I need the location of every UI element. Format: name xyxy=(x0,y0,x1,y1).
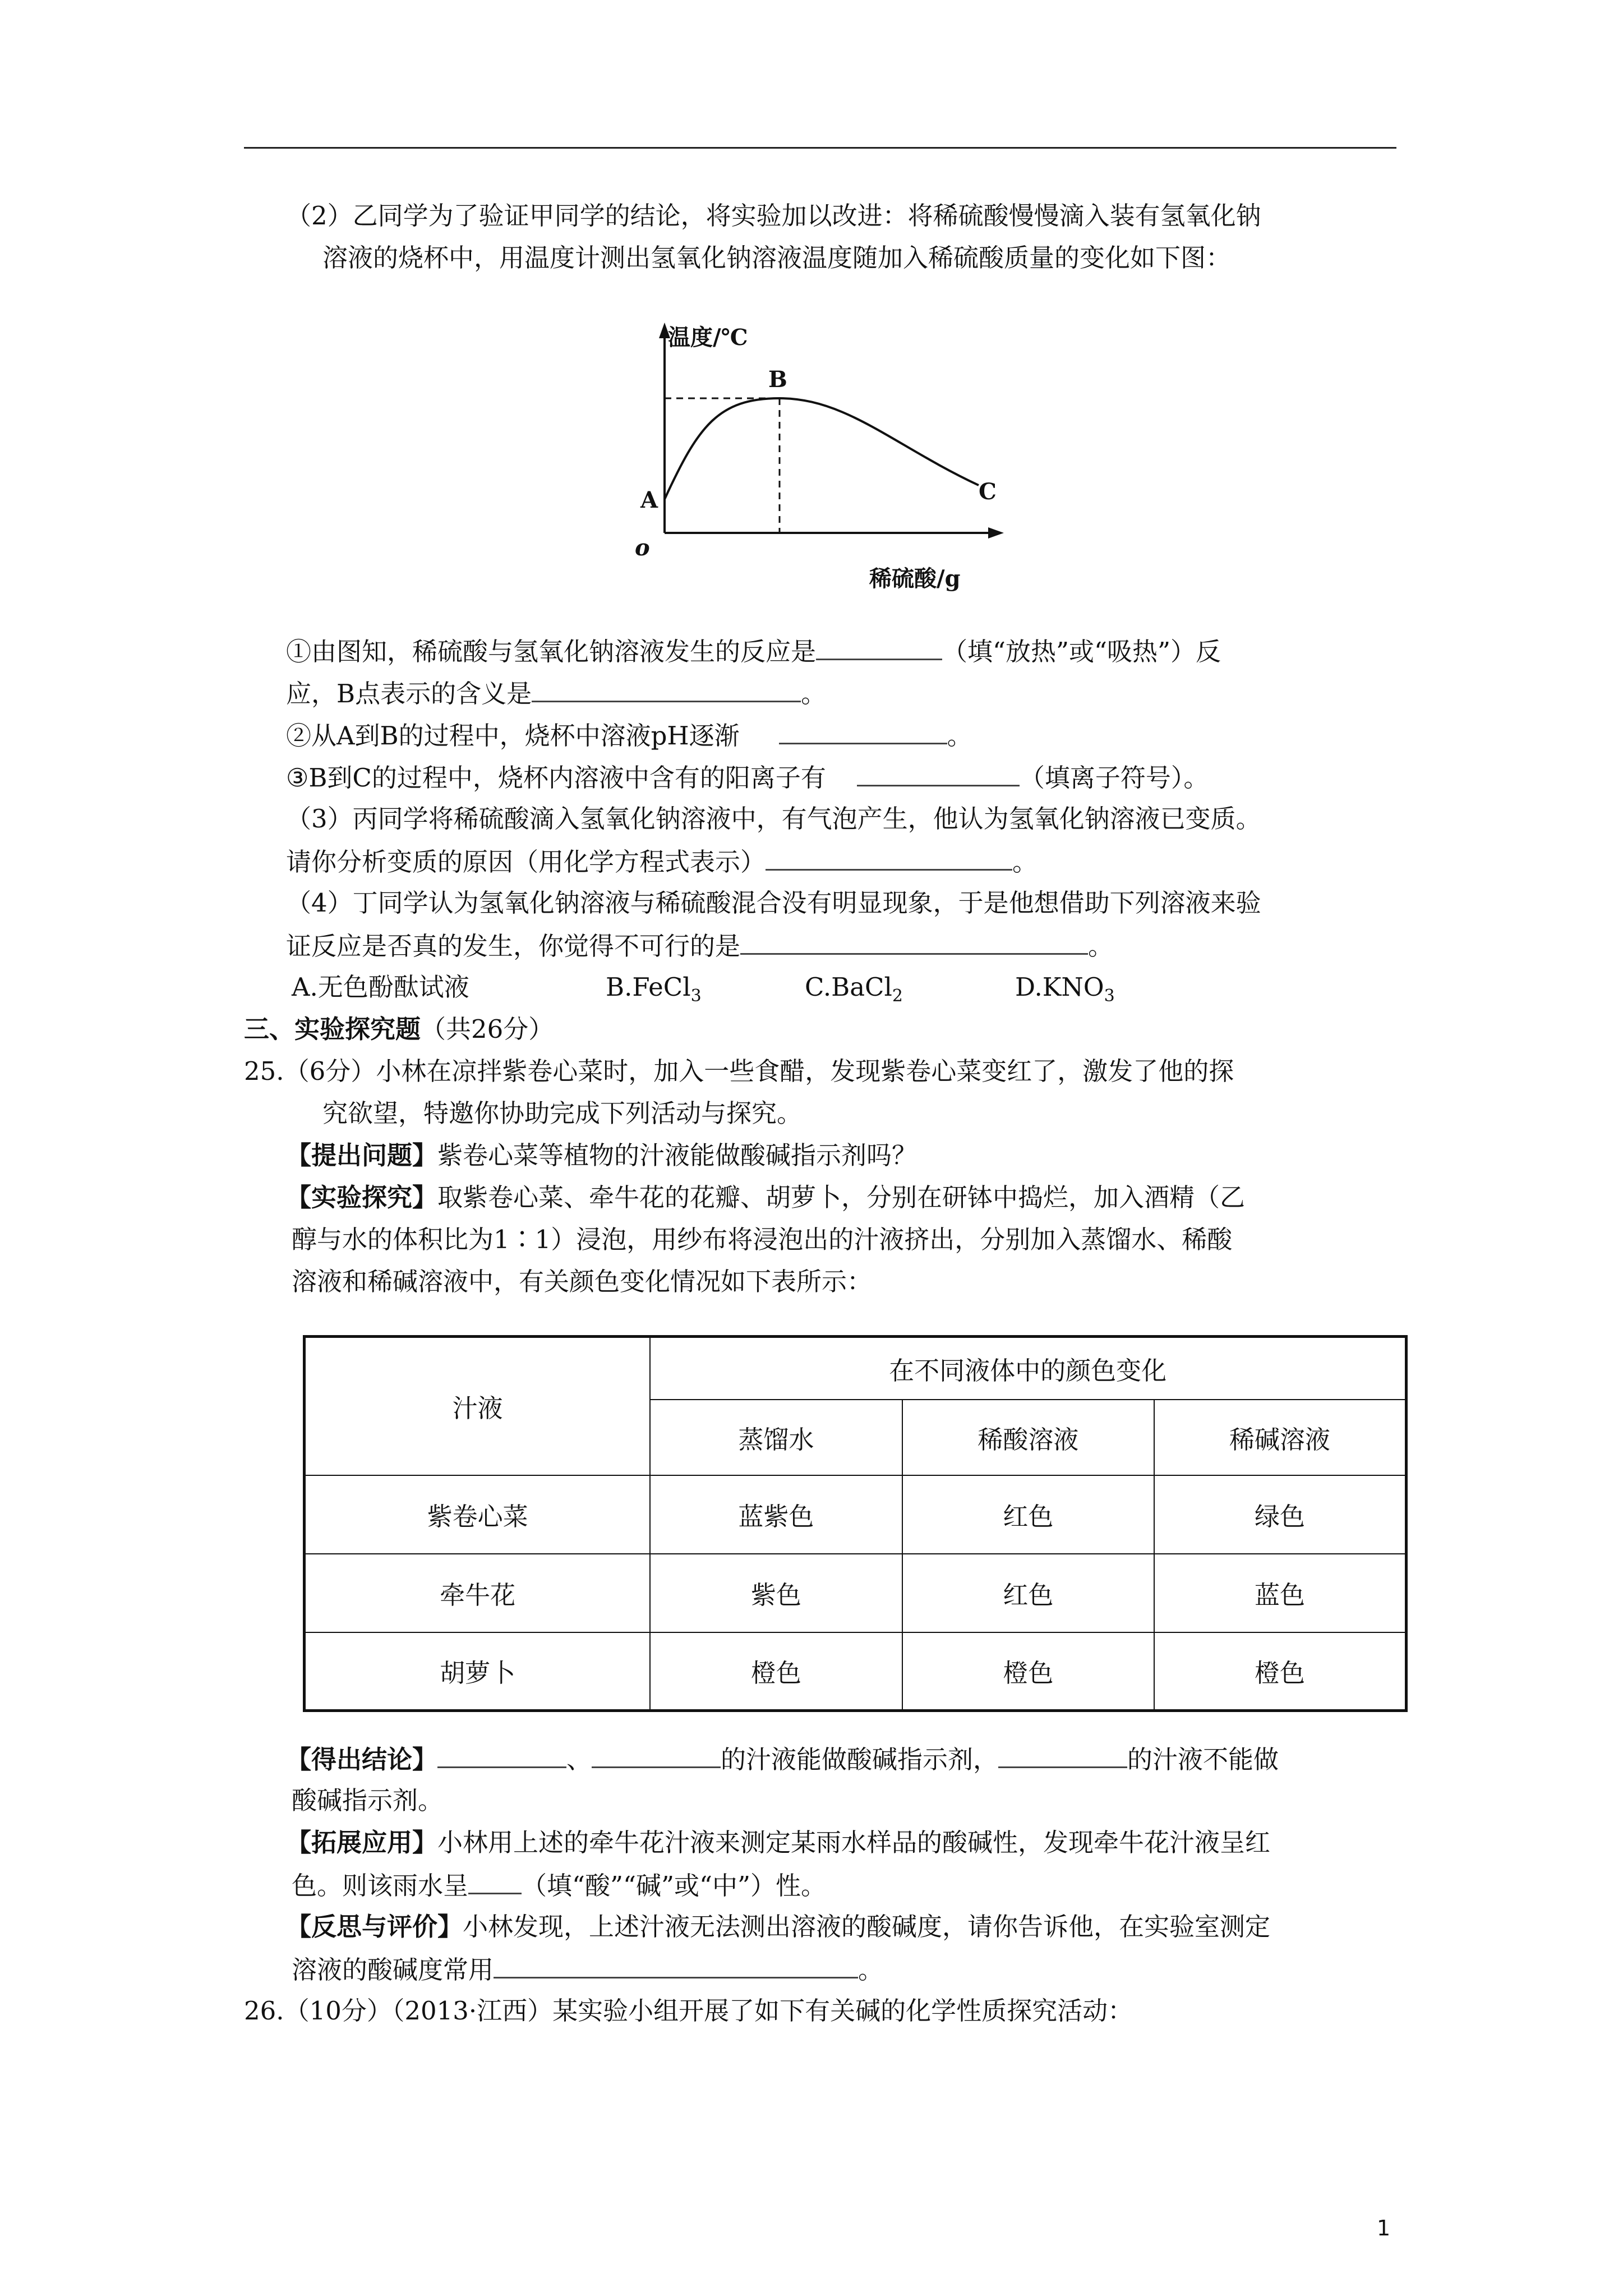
refl-text2b: 。 xyxy=(858,1955,884,1985)
table-cell: 牵牛花 xyxy=(305,1554,651,1632)
app-text1: 小林用上述的牵牛花汁液来测定某雨水样品的酸碱性，发现牵牛花汁液呈红 xyxy=(437,1828,1271,1857)
table-cell: 胡萝卜 xyxy=(305,1632,651,1711)
table-cell: 橙色 xyxy=(902,1632,1154,1711)
q25-exp-line3: 溶液和稀碱溶液中，有关颜色变化情况如下表所示： xyxy=(292,1267,873,1296)
option-b xyxy=(606,970,702,1013)
conclusion-end: 的汁液不能做 xyxy=(1127,1745,1279,1774)
point-c-label: C xyxy=(979,478,997,505)
y-axis-label: 温度/℃ xyxy=(668,324,748,351)
app-text2b: （填“酸”“碱”或“中”）性。 xyxy=(522,1871,827,1901)
table-cell: 红色 xyxy=(902,1554,1154,1632)
conclusion-blank-2[interactable] xyxy=(592,1742,721,1768)
app-text2a: 色。则该雨水呈 xyxy=(292,1871,469,1901)
part3-text-a: 请你分析变质的原因（用化学方程式表示） xyxy=(286,847,766,877)
ask-tag: 【提出问题】 xyxy=(286,1140,438,1170)
part3-blank[interactable] xyxy=(766,844,1012,871)
q24-part2-line1: （2）乙同学为了验证甲同学的结论，将实验加以改进：将稀硫酸慢慢滴入装有氢氧化钠 xyxy=(286,201,1261,231)
q1-text-b: （填“放热”或“吸热”）反 xyxy=(942,637,1221,666)
header-distilled-water: 蒸馏水 xyxy=(650,1400,902,1475)
q24-q2-line xyxy=(286,718,972,753)
q1-text-c: 应，B点表示的含义是 xyxy=(286,679,532,708)
section3-score: （共26分） xyxy=(421,1014,554,1044)
origin-label: o xyxy=(635,535,650,561)
table-cell: 蓝紫色 xyxy=(650,1475,902,1554)
q25-refl-line2 xyxy=(292,1952,883,1987)
part3-text-b: 。 xyxy=(1012,847,1038,877)
option-d-text: D.KNO xyxy=(1015,972,1104,1002)
q25-conclusion-line1 xyxy=(286,1742,1279,1777)
temperature-chart xyxy=(611,317,1043,603)
q24-q3-line xyxy=(286,760,1209,795)
section3-title: 三、实验探究题 xyxy=(244,1014,421,1044)
option-d xyxy=(1015,970,1115,1013)
q24-q1-line1 xyxy=(286,634,1221,669)
option-d-sub: 3 xyxy=(1104,986,1115,1006)
app-blank[interactable] xyxy=(468,1868,522,1894)
q1-text-d: 。 xyxy=(801,679,827,708)
q25-app-line1 xyxy=(286,1826,1270,1860)
temperature-curve xyxy=(665,398,979,499)
q1-blank-2[interactable] xyxy=(532,676,801,702)
q24-part2-line2: 溶液的烧杯中，用温度计测出氢氧化钠溶液温度随加入稀硫酸质量的变化如下图： xyxy=(322,243,1232,273)
q3-blank[interactable] xyxy=(857,760,1020,786)
q2-text-b: 。 xyxy=(947,721,972,751)
option-a: A.无色酚酞试液 xyxy=(292,972,469,1002)
q2-blank[interactable] xyxy=(779,718,947,744)
table-row xyxy=(305,1632,1407,1711)
option-b-sub: 3 xyxy=(690,986,702,1006)
section3-heading xyxy=(244,1013,554,1046)
app-tag: 【拓展应用】 xyxy=(286,1828,438,1857)
table-cell: 紫卷心菜 xyxy=(305,1475,651,1554)
q25-line2: 究欲望，特邀你协助完成下列活动与探究。 xyxy=(322,1098,803,1128)
exp-tag: 【实验探究】 xyxy=(286,1182,438,1212)
table-row xyxy=(305,1475,1407,1554)
q1-text-a: ①由图知，稀硫酸与氢氧化钠溶液发生的反应是 xyxy=(286,637,817,666)
conclusion-sep: 、 xyxy=(566,1745,592,1774)
table-cell: 红色 xyxy=(902,1475,1154,1554)
header-dilute-base: 稀碱溶液 xyxy=(1154,1400,1406,1475)
ask-text: 紫卷心菜等植物的汁液能做酸碱指示剂吗？ xyxy=(437,1140,917,1170)
point-a-label: A xyxy=(640,487,658,513)
q3-text-b: （填离子符号）。 xyxy=(1019,763,1209,793)
q2-text-a: ②从A到B的过程中，烧杯中溶液pH逐渐 xyxy=(286,721,740,751)
q3-text-a: ③B到C的过程中，烧杯内溶液中含有的阳离子有 xyxy=(286,763,826,793)
refl-blank[interactable] xyxy=(494,1952,858,1978)
q25-refl-line1 xyxy=(286,1910,1270,1944)
header-juice: 汁液 xyxy=(305,1337,651,1475)
q25-exp-line1 xyxy=(286,1181,1245,1214)
q1-blank-1[interactable] xyxy=(816,634,942,660)
q25-exp-line2: 醇与水的体积比为1∶1）浸泡，用纱布将浸泡出的汁液挤出，分别加入蒸馏水、稀酸 xyxy=(292,1225,1233,1254)
table-cell: 绿色 xyxy=(1154,1475,1406,1554)
q24-part4-line2 xyxy=(286,928,1113,963)
conclusion-blank-3[interactable] xyxy=(998,1742,1127,1768)
x-axis-label: 稀硫酸/g xyxy=(869,565,961,592)
q24-part3-line1: （3）丙同学将稀硫酸滴入氢氧化钠溶液中，有气泡产生，他认为氢氧化钠溶液已变质。 xyxy=(286,804,1261,834)
table-cell: 橙色 xyxy=(1154,1632,1406,1711)
point-b-label: B xyxy=(768,366,787,393)
refl-text2a: 溶液的酸碱度常用 xyxy=(292,1955,494,1985)
table-cell: 紫色 xyxy=(650,1554,902,1632)
part4-blank[interactable] xyxy=(740,928,1088,955)
color-change-table xyxy=(303,1335,1408,1712)
option-c-sub: 2 xyxy=(892,986,903,1006)
page-number: 1 xyxy=(1377,2216,1391,2240)
q25-line1: 25.（6分）小林在凉拌紫卷心菜时，加入一些食醋，发现紫卷心菜变红了，激发了他的探 xyxy=(244,1056,1234,1086)
q25-app-line2 xyxy=(292,1868,826,1903)
q26-line1: 26.（10分）（2013·江西）某实验小组开展了如下有关碱的化学性质探究活动： xyxy=(244,1996,1133,2026)
x-axis-arrow xyxy=(988,527,1004,539)
part4-text-b: 。 xyxy=(1088,931,1114,961)
option-c xyxy=(805,970,903,1013)
header-dilute-acid: 稀酸溶液 xyxy=(902,1400,1154,1475)
exp-text1: 取紫卷心菜、牵牛花的花瓣、胡萝卜，分别在研钵中捣烂，加入酒精（乙 xyxy=(437,1182,1246,1212)
q25-ask xyxy=(286,1139,917,1172)
conclusion-tag: 【得出结论】 xyxy=(286,1745,438,1774)
table-row xyxy=(305,1554,1407,1632)
header-rule xyxy=(244,147,1396,149)
option-b-text: B.FeCl xyxy=(606,972,691,1002)
table-cell: 橙色 xyxy=(650,1632,902,1711)
conclusion-mid: 的汁液能做酸碱指示剂， xyxy=(721,1745,999,1774)
refl-text1: 小林发现，上述汁液无法测出溶液的酸碱度，请你告诉他，在实验室测定 xyxy=(463,1912,1271,1941)
refl-tag: 【反思与评价】 xyxy=(286,1912,463,1941)
conclusion-blank-1[interactable] xyxy=(437,1742,566,1768)
header-group: 在不同液体中的颜色变化 xyxy=(650,1337,1406,1400)
q25-conclusion-line2: 酸碱指示剂。 xyxy=(292,1786,444,1815)
part4-text-a: 证反应是否真的发生，你觉得不可行的是 xyxy=(286,931,741,961)
table-cell: 蓝色 xyxy=(1154,1554,1406,1632)
option-c-text: C.BaCl xyxy=(805,972,892,1002)
q24-part3-line2 xyxy=(286,844,1038,879)
q24-part4-line1: （4）丁同学认为氢氧化钠溶液与稀硫酸混合没有明显现象，于是他想借助下列溶液来验 xyxy=(286,888,1261,918)
q24-q1-line2 xyxy=(286,676,826,711)
